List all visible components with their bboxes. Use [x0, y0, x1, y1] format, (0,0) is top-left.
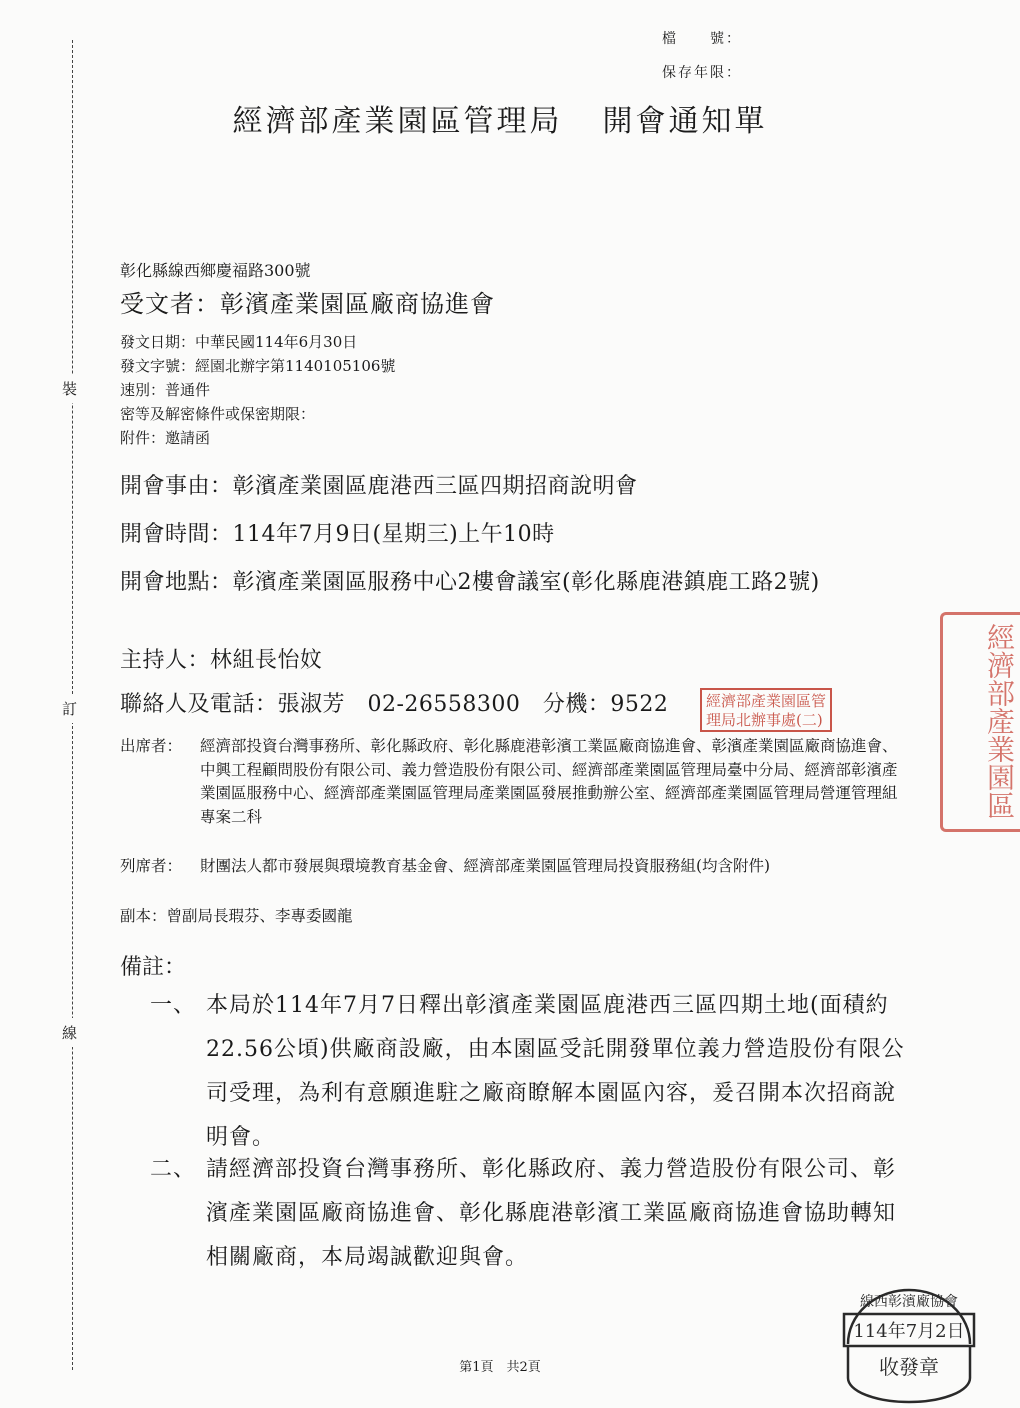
attendees	[120, 735, 910, 829]
binding-mark-zhuang: 裝	[62, 374, 77, 403]
file-number-label: 檔 號：	[662, 31, 742, 47]
receipt-stamp-label: 收發章	[879, 1355, 939, 1379]
agency-name: 經濟部產業園區管理局	[232, 104, 563, 139]
remark-item	[150, 984, 915, 1160]
contact-info: 聯絡人及電話：張淑芳 02-26558300 分機：9522	[120, 692, 669, 717]
binding-mark-ding: 訂	[62, 694, 77, 723]
meeting-time: 開會時間：114年7月9日(星期三)上午10時	[120, 522, 555, 547]
receipt-stamp-date: 114年7月2日	[853, 1321, 965, 1342]
recipient: 受文者：彰濱產業園區廠商協進會	[120, 290, 495, 318]
red-office-stamp: 經濟部產業園區管理局北辦事處(二)	[700, 688, 832, 732]
official-seal: 經濟部產業園區	[940, 612, 1020, 832]
binding-mark-xian: 線	[62, 1018, 77, 1047]
meeting-location: 開會地點：彰濱產業園區服務中心2樓會議室(彰化縣鹿港鎮鹿工路2號)	[120, 570, 820, 595]
attendees-text: 經濟部投資台灣事務所、彰化縣政府、彰化縣鹿港彰濱工業區廠商協進會、彰濱產業園區廠商協進會、中興工程顧問股份有限公司、義力營造股份有限公司、經濟部產業園區管理局臺中分局、經濟部彰濱產業園區服務中心、經濟部產業園區管理局產業園區發展推動辦公室、經濟部產業園區管理局營運管理組專案二科	[200, 737, 898, 826]
retention-label: 保存年限：	[662, 65, 742, 81]
document-title	[0, 96, 1000, 140]
observers-label: 列席者：	[120, 857, 183, 875]
receipt-stamp	[838, 1282, 980, 1404]
meeting-host: 主持人：林組長怡妏	[120, 648, 323, 673]
attendees-label: 出席者：	[120, 737, 183, 755]
observers	[120, 855, 910, 879]
issue-date: 發文日期：中華民國114年6月30日	[120, 333, 358, 351]
remarks-title: 備註：	[120, 955, 187, 980]
document-number: 發文字號：經園北辦字第1140105106號	[120, 357, 396, 375]
attachment: 附件：邀請函	[120, 429, 211, 447]
copy-to: 副本：曾副局長瑕芬、李專委國龍	[120, 907, 353, 925]
remark-item	[150, 1148, 915, 1280]
document-type: 開會通知單	[602, 104, 768, 139]
sender-address: 彰化縣線西鄉慶福路300號	[120, 261, 311, 280]
meeting-subject: 開會事由：彰濱產業園區鹿港西三區四期招商說明會	[120, 474, 638, 499]
observers-text: 財團法人都市發展與環境教育基金會、經濟部產業園區管理局投資服務組(均含附件)	[200, 857, 771, 875]
page-number: 第1頁 共2頁	[459, 1360, 541, 1375]
remark-text: 本局於114年7月7日釋出彰濱產業園區鹿港西三區四期土地(面積約22.56公頃)供廠商設廠，由本園區受託開發單位義力營造股份有限公司受理，為利有意願進駐之廠商瞭解本園區內容，爰召開本次招商說明會。	[206, 993, 905, 1150]
secrecy-level: 密等及解密條件或保密期限：	[120, 405, 316, 423]
remark-number: 一、	[150, 993, 197, 1018]
remark-text: 請經濟部投資台灣事務所、彰化縣政府、義力營造股份有限公司、彰濱產業園區廠商協進會、彰化縣鹿港彰濱工業區廠商協進會協助轉知相關廠商，本局竭誠歡迎與會。	[206, 1157, 897, 1270]
meta-block	[120, 330, 395, 450]
remark-number: 二、	[150, 1157, 197, 1182]
receipt-stamp-org: 線西彰濱廠協會	[860, 1294, 958, 1310]
delivery-speed: 速別：普通件	[120, 381, 211, 399]
